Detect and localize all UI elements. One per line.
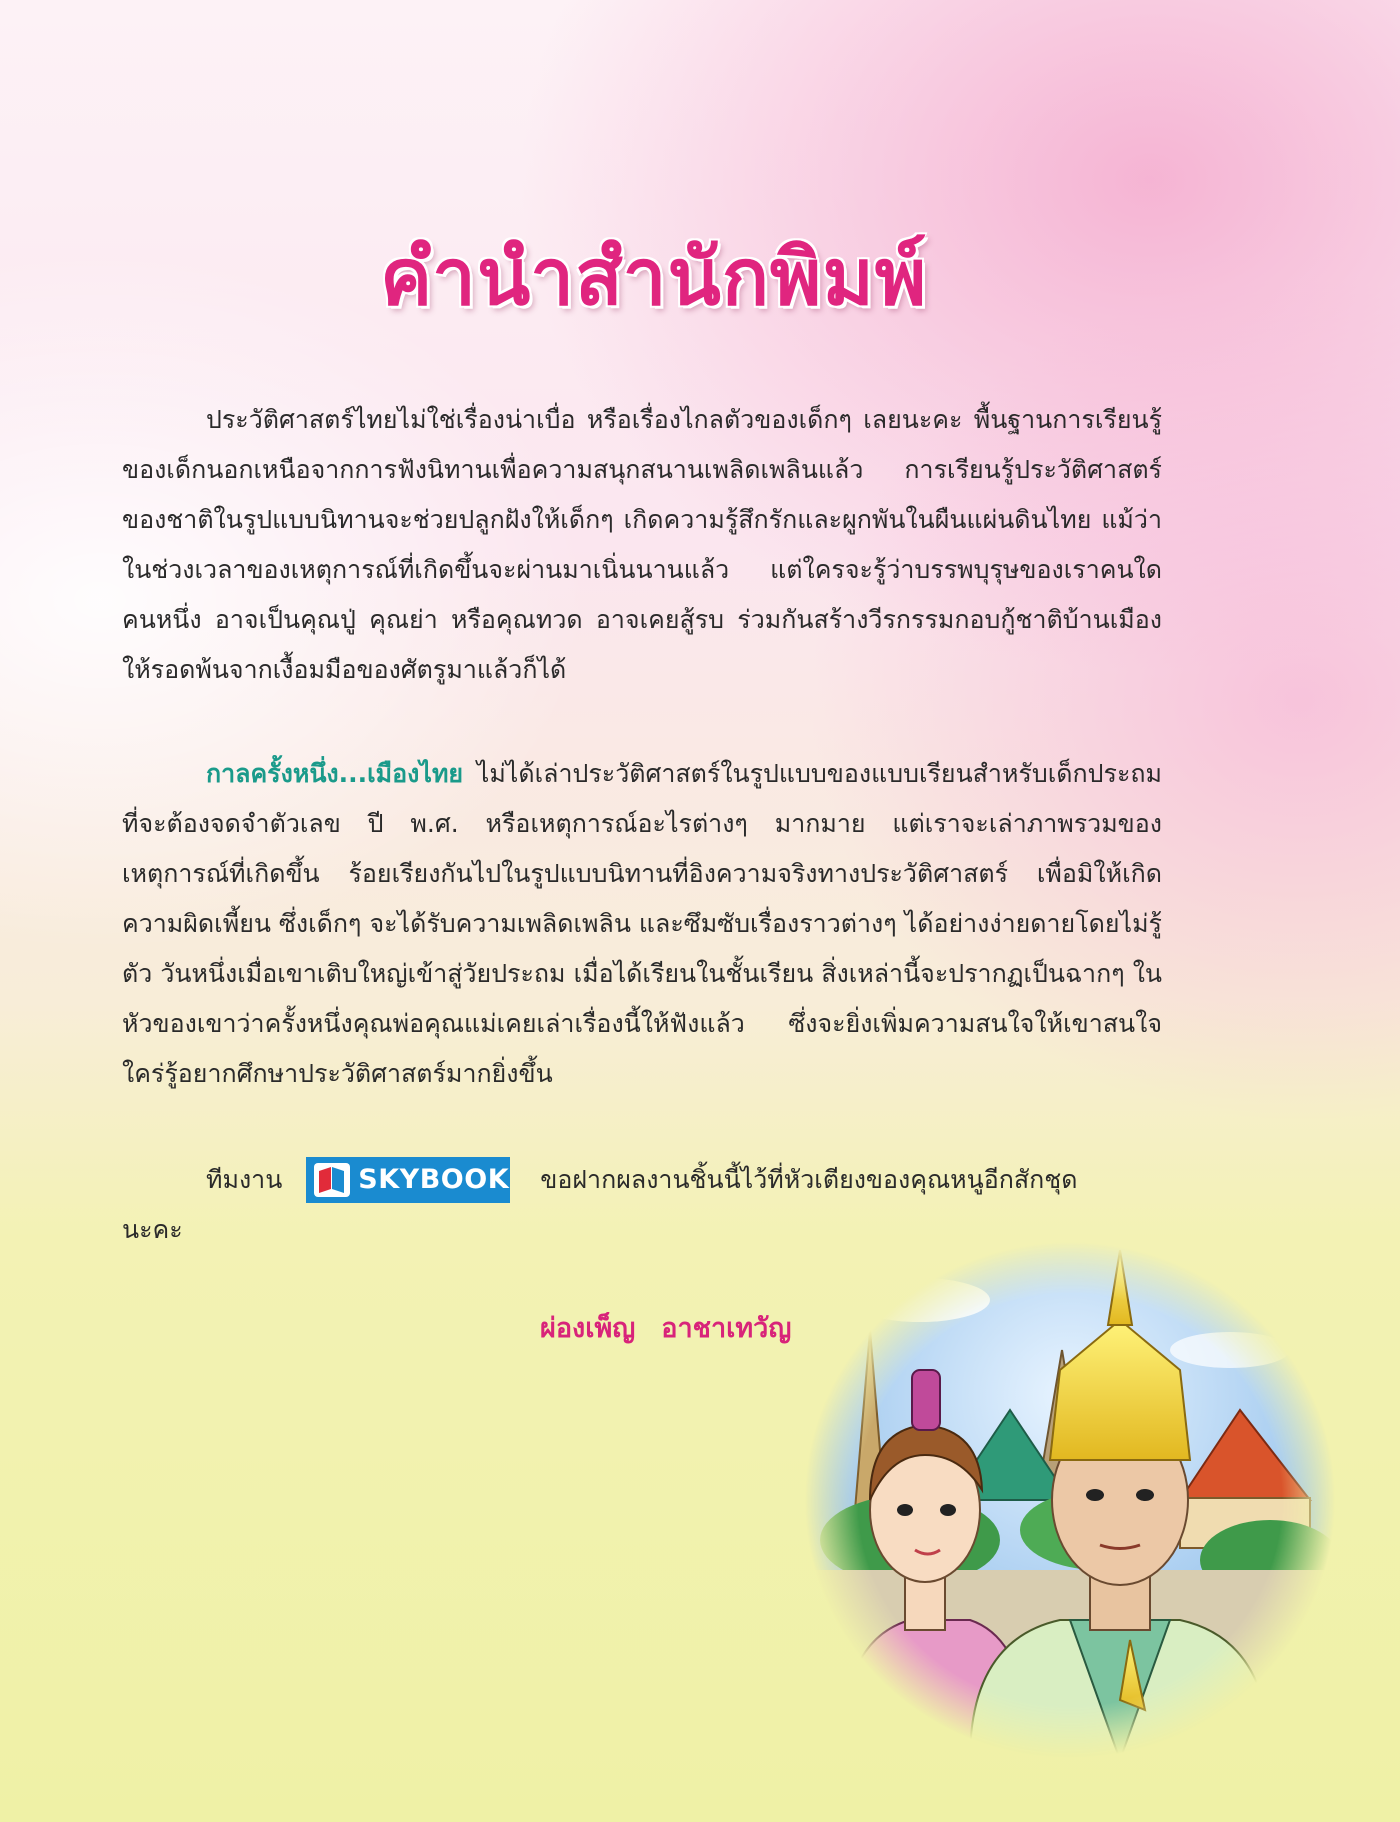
team-suffix: ขอฝากผลงานชิ้นนี้ไว้ที่หัวเตียงของคุณหนูอีกสักชุด [540,1165,1078,1194]
team-prefix: ทีมงาน [206,1165,283,1194]
paragraph-series [122,749,1162,1099]
historical-couple-illustration [800,1240,1340,1760]
author-last-name: อาชาเทวัญ [661,1313,792,1344]
skybook-logo [306,1157,510,1203]
author-first-name: ผ่องเพ็ญ [540,1313,636,1344]
logo-text: SKYBOOK [358,1164,510,1195]
paragraph-intro [122,395,1162,695]
series-name: กาลครั้งหนึ่ง...เมืองไทย [206,759,464,788]
paragraph-intro-text: ประวัติศาสตร์ไทยไม่ใช่เรื่องน่าเบื่อ หรือเรื่องไกลตัวของเด็กๆ เลยนะคะ พื้นฐานการเรียนรู้ของเด็กนอกเหนือจากการฟังนิทานเพื่อความสนุกสนานเพลิดเพลินแล้ว การเรียนรู้ประวัติศาสตร์ของชาติในรูปแบบนิทานจะช่วยปลูกฝังให้เด็กๆ เกิดความรู้สึกรักและผูกพันในผืนแผ่นดินไทย แม้ว่าในช่วงเวลาของเหตุการณ์ที่เกิดขึ้นจะผ่านมาเนิ่นนานแล้ว แต่ใครจะรู้ว่าบรรพบุรุษของเราคนใดคนหนึ่ง อาจเป็นคุณปู่ คุณย่า หรือคุณทวด อาจเคยสู้รบ ร่วมกันสร้างวีรกรรมกอบกู้ชาติบ้านเมืองให้รอดพ้นจากเงื้อมมือของศัตรูมาแล้วก็ได้ [122,405,1162,684]
paragraph-series-text: ไม่ได้เล่าประวัติศาสตร์ในรูปแบบของแบบเรียนสำหรับเด็กประถมที่จะต้องจดจำตัวเลข ปี พ.ศ. หรือเหตุการณ์อะไรต่างๆ มากมาย แต่เราจะเล่าภาพรวมของเหตุการณ์ที่เกิดขึ้น ร้อยเรียงกันไปในรูปแบบนิทานที่อิงความจริงทางประวัติศาสตร์ เพื่อมิให้เกิดความผิดเพี้ยน ซึ่งเด็กๆ จะได้รับความเพลิดเพลิน และซึมซับเรื่องราวต่างๆ ได้อย่างง่ายดายโดยไม่รู้ตัว วันหนึ่งเมื่อเขาเติบใหญ่เข้าสู่วัยประถม เมื่อได้เรียนในชั้นเรียน สิ่งเหล่านี้จะปรากฏเป็นฉากๆ ในหัวของเขาว่าครั้งหนึ่งคุณพ่อคุณแม่เคยเล่าเรื่องนี้ให้ฟังแล้ว ซึ่งจะยิ่งเพิ่มความสนใจให้เขาสนใจใคร่รู้อยากศึกษาประวัติศาสตร์มากยิ่งขึ้น [122,759,1162,1088]
page-title: คำนำสำนักพิมพ์ [380,232,928,323]
author-signature [540,1306,791,1349]
team-end: นะคะ [122,1215,183,1244]
book-logo-icon [314,1163,350,1197]
